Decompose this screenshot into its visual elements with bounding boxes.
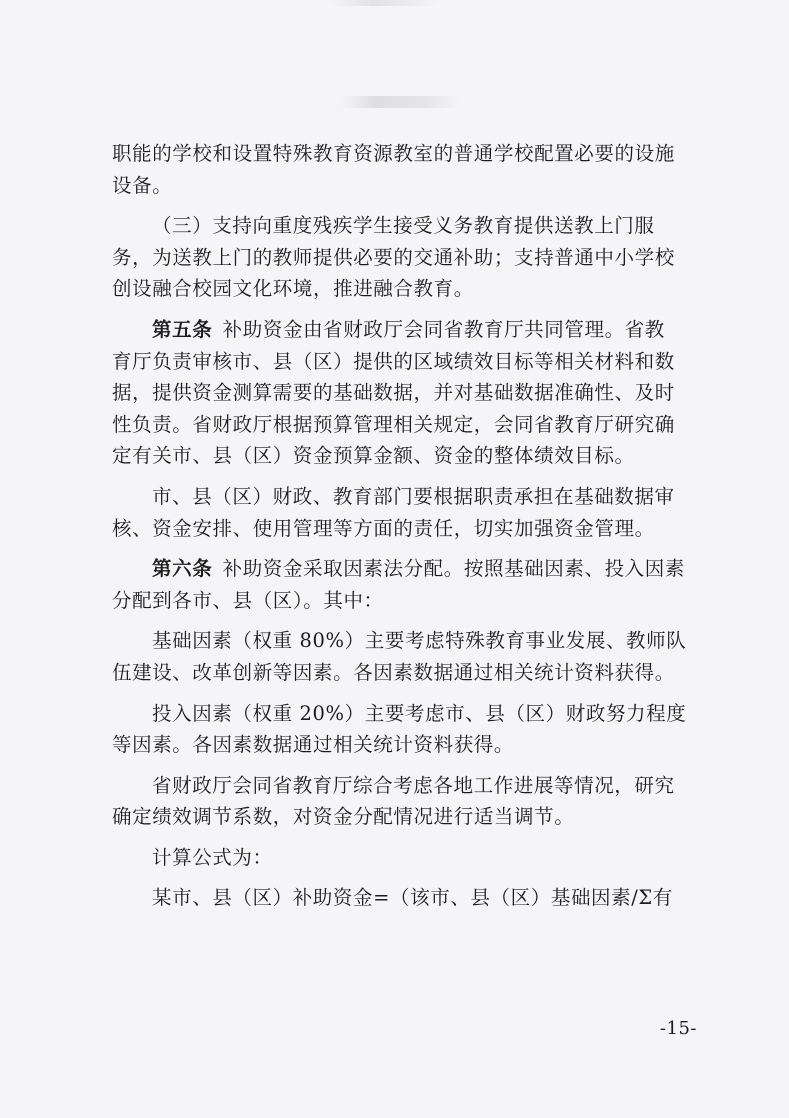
page-number: -15-	[659, 1018, 697, 1039]
paragraph-text: 市、县（区）财政、教育部门要根据职责承担在基础数据审	[152, 484, 675, 508]
paragraph-text: 分配到各市、县（区）。其中：	[112, 588, 384, 612]
paragraph-line	[112, 698, 694, 730]
paragraph-gap	[112, 833, 694, 842]
paragraph-line	[112, 440, 694, 472]
paragraph-gap	[112, 761, 694, 770]
paragraph-line	[112, 585, 694, 617]
paragraph-text: 核、资金安排、使用管理等方面的责任，切实加强资金管理。	[112, 516, 655, 540]
paragraph-line	[112, 657, 694, 689]
paragraph-line	[112, 346, 694, 378]
paragraph-text: 投入因素（权重 20%）主要考虑市、县（区）财政努力程度	[152, 701, 687, 725]
paragraph-text: 职能的学校和设置特殊教育资源教室的普通学校配置必要的设施	[112, 142, 675, 165]
bleed-through-mark-top	[330, 0, 440, 6]
paragraph-text: 务，为送教上门的教师提供必要的交通补助；支持普通中小学校	[112, 245, 675, 269]
paragraph-text: 基础因素（权重 80%）主要考虑特殊教育事业发展、教师队	[152, 629, 687, 653]
paragraph-line	[112, 481, 694, 513]
paragraph-line	[112, 842, 694, 874]
paragraph-line	[112, 138, 694, 170]
paragraph-line	[112, 170, 694, 202]
paragraph-line	[112, 770, 694, 802]
article-gap	[212, 557, 222, 580]
paragraph-line	[112, 409, 694, 441]
paragraph-text: 补助资金采取因素法分配。按照基础因素、投入因素	[222, 557, 685, 581]
paragraph-gap	[112, 201, 694, 210]
paragraph-line	[112, 242, 694, 274]
paragraph-text: 补助资金由省财政厅会同省教育厅共同管理。省教	[222, 317, 665, 341]
paragraph-text: 定有关市、县（区）资金预算金额、资金的整体绩效目标。	[112, 444, 635, 468]
paragraph-text: 确定绩效调节系数，对资金分配情况进行适当调节。	[112, 805, 575, 829]
paragraph-gap	[112, 873, 694, 882]
paragraph-line	[112, 377, 694, 409]
paragraph-gap	[112, 689, 694, 698]
paragraph-gap	[112, 472, 694, 481]
paragraph-text: 设备。	[112, 173, 173, 197]
paragraph-text: 性负责。省财政厅根据预算管理相关规定，会同省教育厅研究确	[112, 412, 675, 436]
paragraph-line	[112, 882, 694, 914]
paragraph-line	[112, 729, 694, 761]
paragraph-line	[112, 210, 694, 242]
paragraph-gap	[112, 544, 694, 553]
paragraph-text: 省财政厅会同省教育厅综合考虑各地工作进展等情况，研究	[152, 773, 675, 797]
article-gap	[212, 318, 222, 341]
paragraph-text: 创设融合校园文化环境，推进融合教育。	[112, 277, 474, 301]
bleed-through-mark	[340, 96, 460, 108]
document-body	[112, 138, 694, 914]
paragraph-text: 某市、县（区）补助资金=（该市、县（区）基础因素/Σ有	[152, 886, 673, 910]
paragraph-line	[112, 625, 694, 657]
paragraph-line	[112, 553, 694, 585]
paragraph-text: 伍建设、改革创新等因素。各因素数据通过相关统计资料获得。	[112, 660, 675, 684]
paragraph-line	[112, 801, 694, 833]
paragraph-text: 据，提供资金测算需要的基础数据，并对基础数据准确性、及时	[112, 381, 675, 405]
paragraph-text: （三）支持向重度残疾学生接受义务教育提供送教上门服	[152, 214, 655, 238]
paragraph-line	[112, 314, 694, 346]
paragraph-line	[112, 513, 694, 545]
paragraph-gap	[112, 616, 694, 625]
article-heading: 第六条	[152, 557, 213, 581]
paragraph-text: 育厅负责审核市、县（区）提供的区域绩效目标等相关材料和数	[112, 349, 675, 373]
paragraph-line	[112, 273, 694, 305]
paragraph-gap	[112, 305, 694, 314]
article-heading: 第五条	[152, 317, 213, 341]
paragraph-text: 等因素。各因素数据通过相关统计资料获得。	[112, 733, 515, 757]
paragraph-text: 计算公式为：	[152, 845, 273, 869]
